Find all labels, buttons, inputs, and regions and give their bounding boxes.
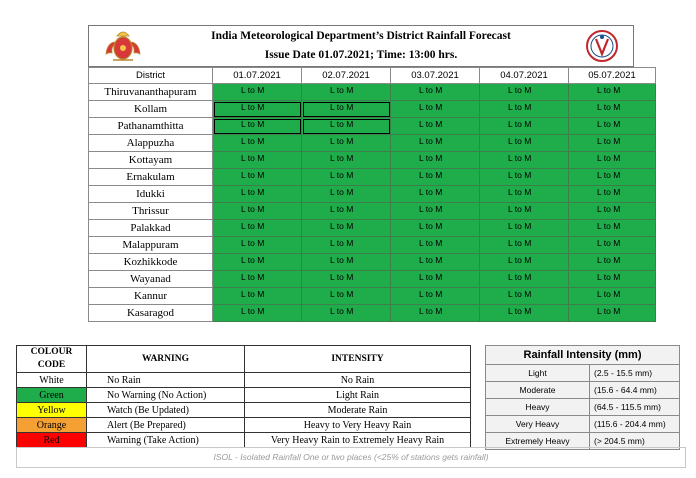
forecast-cell: L to M [302, 271, 391, 288]
table-row [89, 186, 656, 203]
warning-text: Alert (Be Prepared) [87, 418, 245, 433]
forecast-cell: L to M [302, 305, 391, 322]
forecast-cell: L to M [569, 254, 656, 271]
forecast-header [88, 25, 634, 67]
forecast-cell: L to M [569, 237, 656, 254]
forecast-cell: L to M [213, 220, 302, 237]
colour-code: Orange [17, 418, 87, 433]
district-name: Wayanad [89, 271, 213, 288]
legend-row [17, 388, 471, 403]
intensity-text: No Rain [245, 373, 471, 388]
district-name: Idukki [89, 186, 213, 203]
forecast-cell: L to M [480, 254, 569, 271]
forecast-cell: L to M [569, 152, 656, 169]
colour-code-header: COLOUR CODE [17, 346, 87, 373]
rainfall-intensity-title-row [486, 346, 680, 365]
date-column-header: 05.07.2021 [569, 68, 656, 84]
forecast-cell: L to M [569, 288, 656, 305]
district-name: Kozhikkode [89, 254, 213, 271]
colour-code: White [17, 373, 87, 388]
forecast-cell: L to M [302, 220, 391, 237]
district-name: Kasaragod [89, 305, 213, 322]
forecast-cell: L to M [480, 271, 569, 288]
legend-header-row [17, 346, 471, 373]
forecast-cell: L to M [391, 220, 480, 237]
district-name: Alappuzha [89, 135, 213, 152]
imd-logo-icon [585, 28, 619, 64]
forecast-cell: L to M [480, 305, 569, 322]
forecast-cell: L to M [213, 288, 302, 305]
table-row [89, 101, 656, 118]
forecast-cell: L to M [480, 84, 569, 101]
forecast-cell: L to M [302, 237, 391, 254]
forecast-cell: L to M [391, 118, 480, 135]
forecast-cell: L to M [391, 203, 480, 220]
intensity-text: Very Heavy Rain to Extremely Heavy Rain [245, 433, 471, 448]
district-name: Thiruvananthapuram [89, 84, 213, 101]
colour-code: Green [17, 388, 87, 403]
forecast-cell: L to M [213, 152, 302, 169]
intensity-row [486, 382, 680, 399]
table-row [89, 118, 656, 135]
forecast-cell: L to M [391, 169, 480, 186]
legend-row [17, 433, 471, 448]
forecast-cell: L to M [391, 186, 480, 203]
forecast-cell: L to M [302, 118, 391, 135]
forecast-cell: L to M [391, 84, 480, 101]
intensity-category: Heavy [486, 399, 590, 416]
forecast-cell: L to M [569, 135, 656, 152]
table-row [89, 135, 656, 152]
district-forecast-table [88, 67, 656, 322]
intensity-header: INTENSITY [245, 346, 471, 373]
district-name: Kannur [89, 288, 213, 305]
table-row [89, 237, 656, 254]
intensity-text: Moderate Rain [245, 403, 471, 418]
intensity-row [486, 365, 680, 382]
forecast-cell: L to M [480, 101, 569, 118]
district-name: Kottayam [89, 152, 213, 169]
forecast-cell: L to M [302, 152, 391, 169]
forecast-cell: L to M [213, 254, 302, 271]
forecast-cell: L to M [391, 254, 480, 271]
table-row [89, 169, 656, 186]
rainfall-intensity-title: Rainfall Intensity (mm) [486, 346, 680, 365]
isol-footnote: ISOL - Isolated Rainfall One or two places (<25% of stations gets rainfall) [16, 447, 686, 468]
forecast-cell: L to M [391, 288, 480, 305]
warning-text: Watch (Be Updated) [87, 403, 245, 418]
intensity-category: Extremely Heavy [486, 433, 590, 450]
date-column-header: 01.07.2021 [213, 68, 302, 84]
district-name: Malappuram [89, 237, 213, 254]
warning-header: WARNING [87, 346, 245, 373]
warning-text: No Warning (No Action) [87, 388, 245, 403]
forecast-cell: L to M [213, 237, 302, 254]
table-row [89, 203, 656, 220]
district-name: Pathanamthitta [89, 118, 213, 135]
forecast-cell: L to M [302, 84, 391, 101]
warning-legend-table [16, 345, 471, 448]
legend-row [17, 373, 471, 388]
forecast-cell: L to M [213, 101, 302, 118]
warning-text: No Rain [87, 373, 245, 388]
forecast-cell: L to M [391, 237, 480, 254]
date-column-header: 03.07.2021 [391, 68, 480, 84]
district-name: Palakkad [89, 220, 213, 237]
forecast-cell: L to M [213, 203, 302, 220]
intensity-range: (64.5 - 115.5 mm) [590, 399, 680, 416]
forecast-cell: L to M [569, 186, 656, 203]
legend-row [17, 403, 471, 418]
table-row [89, 271, 656, 288]
forecast-cell: L to M [213, 271, 302, 288]
district-name: Thrissur [89, 203, 213, 220]
forecast-cell: L to M [391, 101, 480, 118]
forecast-cell: L to M [480, 169, 569, 186]
forecast-cell: L to M [391, 135, 480, 152]
intensity-text: Light Rain [245, 388, 471, 403]
forecast-cell: L to M [213, 186, 302, 203]
forecast-cell: L to M [213, 169, 302, 186]
forecast-cell: L to M [213, 118, 302, 135]
table-row [89, 254, 656, 271]
forecast-cell: L to M [569, 118, 656, 135]
forecast-cell: L to M [213, 84, 302, 101]
forecast-cell: L to M [480, 237, 569, 254]
forecast-cell: L to M [302, 169, 391, 186]
forecast-cell: L to M [302, 203, 391, 220]
warning-text: Warning (Take Action) [87, 433, 245, 448]
forecast-cell: L to M [302, 135, 391, 152]
legend-row [17, 418, 471, 433]
intensity-category: Light [486, 365, 590, 382]
table-row [89, 305, 656, 322]
forecast-cell: L to M [569, 271, 656, 288]
forecast-cell: L to M [480, 288, 569, 305]
forecast-cell: L to M [480, 203, 569, 220]
intensity-text: Heavy to Very Heavy Rain [245, 418, 471, 433]
intensity-category: Very Heavy [486, 416, 590, 433]
intensity-row [486, 416, 680, 433]
date-column-header: 02.07.2021 [302, 68, 391, 84]
forecast-cell: L to M [391, 271, 480, 288]
issue-date: Issue Date 01.07.2021; Time: 13:00 hrs. [264, 49, 458, 61]
forecast-cell: L to M [569, 305, 656, 322]
intensity-range: (115.6 - 204.4 mm) [590, 416, 680, 433]
forecast-cell: L to M [480, 220, 569, 237]
forecast-cell: L to M [302, 186, 391, 203]
header-title: India Meteorological Department’s District Rainfall Forecast [211, 30, 511, 42]
forecast-cell: L to M [569, 203, 656, 220]
intensity-row [486, 399, 680, 416]
colour-code: Red [17, 433, 87, 448]
district-name: Ernakulam [89, 169, 213, 186]
forecast-cell: L to M [569, 220, 656, 237]
forecast-cell: L to M [569, 169, 656, 186]
forecast-cell: L to M [480, 135, 569, 152]
forecast-cell: L to M [391, 305, 480, 322]
intensity-category: Moderate [486, 382, 590, 399]
date-column-header: 04.07.2021 [480, 68, 569, 84]
forecast-cell: L to M [480, 118, 569, 135]
table-row [89, 220, 656, 237]
table-row [89, 152, 656, 169]
forecast-cell: L to M [569, 101, 656, 118]
forecast-cell: L to M [213, 305, 302, 322]
rainfall-intensity-table [485, 345, 680, 450]
forecast-cell: L to M [302, 101, 391, 118]
table-row [89, 84, 656, 101]
intensity-range: (> 204.5 mm) [590, 433, 680, 450]
forecast-cell: L to M [213, 135, 302, 152]
intensity-range: (15.6 - 64.4 mm) [590, 382, 680, 399]
forecast-cell: L to M [480, 186, 569, 203]
table-row [89, 288, 656, 305]
district-name: Kollam [89, 101, 213, 118]
forecast-header-row [89, 68, 656, 84]
forecast-cell: L to M [302, 254, 391, 271]
district-column-header: District [89, 68, 213, 84]
forecast-cell: L to M [302, 288, 391, 305]
forecast-cell: L to M [480, 152, 569, 169]
forecast-cell: L to M [391, 152, 480, 169]
colour-code: Yellow [17, 403, 87, 418]
intensity-range: (2.5 - 15.5 mm) [590, 365, 680, 382]
forecast-cell: L to M [569, 84, 656, 101]
